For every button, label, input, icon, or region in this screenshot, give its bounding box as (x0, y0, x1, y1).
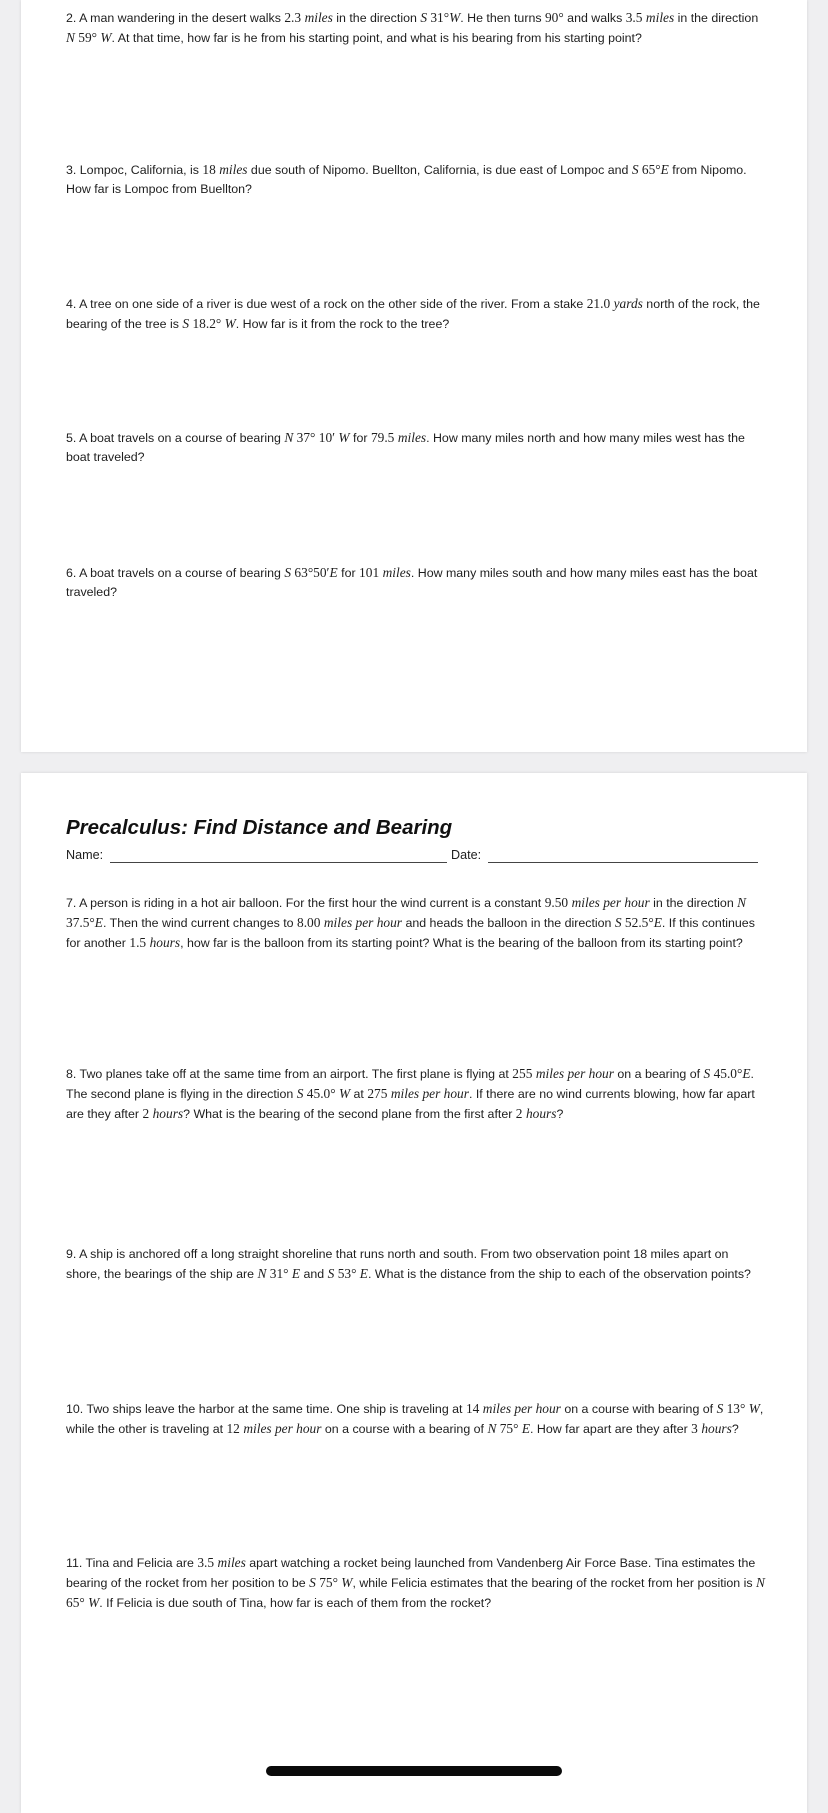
problem-8 (66, 1064, 766, 1124)
math-number: 8.00 (297, 915, 321, 930)
problem-number: 10. (66, 1402, 84, 1416)
problem-text: in the direction (649, 896, 738, 910)
date-label: Date: (451, 848, 482, 862)
math-number: 2.3 (284, 10, 302, 25)
problem-number: 2. (66, 11, 77, 25)
math-number: 53° (334, 1266, 360, 1281)
math-number: 12 (226, 1421, 240, 1436)
math-text: W (224, 316, 236, 331)
problem-text: in the direction (674, 11, 759, 25)
problem-text: north of the rock, the bearing of the tree is (66, 297, 760, 331)
problem-text: A boat travels on a course of bearing (76, 431, 285, 445)
math-text: N (756, 1575, 765, 1590)
math-text: E (329, 565, 338, 580)
problem-text: . If this continues for another (66, 916, 755, 950)
math-text: hours (149, 935, 181, 950)
math-number: 3.5 (625, 10, 643, 25)
math-text: miles (397, 430, 427, 445)
problem-text: apart watching a rocket being launched from Vandenberg Air Force Base. Tina estimates the bearing of the rocket from her position to be (66, 1556, 756, 1590)
name-date-row (66, 848, 758, 868)
math-number: 14 (465, 1401, 480, 1416)
problem-10 (66, 1399, 766, 1439)
problem-text: Lompoc, California, is (76, 163, 203, 177)
problem-text: and heads the balloon in the direction (402, 916, 615, 930)
problem-text: . How far apart are they after (530, 1422, 692, 1436)
problem-text: in the direction (332, 11, 421, 25)
worksheet-title: Precalculus: Find Distance and Bearing (66, 816, 453, 839)
problem-text: , how far is the balloon from its starting point? What is the bearing of the balloon from its starting point? (180, 936, 743, 950)
problem-text: . How far is it from the rock to the tree? (235, 317, 450, 331)
problem-11 (66, 1553, 766, 1613)
math-number: 3.5 (197, 1555, 215, 1570)
math-number: 90° (544, 10, 564, 25)
problem-text: Two ships leave the harbor at the same time. One ship is traveling at (83, 1402, 466, 1416)
math-text: N (487, 1421, 497, 1436)
math-text: miles (304, 10, 333, 25)
problem-text: A person is riding in a hot air balloon. For the first hour the wind current is a constant (76, 896, 545, 910)
math-text: W (338, 430, 350, 445)
problem-text: . At that time, how far is he from his starting point, and what is his bearing from his starting point? (111, 31, 642, 45)
math-number: 52.5° (621, 915, 654, 930)
math-number: 65° (66, 1595, 89, 1610)
math-number: 1.5 (129, 935, 147, 950)
math-number: 18.2° (189, 316, 225, 331)
problem-text: and (300, 1267, 328, 1281)
name-field[interactable] (110, 862, 447, 863)
problem-text: Tina and Felicia are (82, 1556, 198, 1570)
math-text: miles (219, 162, 248, 177)
math-text: N (66, 30, 75, 45)
problem-text: Two planes take off at the same time from an airport. The first plane is flying at (76, 1067, 513, 1081)
problem-text: . How many miles south and how many miles east has the boat traveled? (66, 566, 758, 599)
problem-text: A tree on one side of a river is due west of a rock on the other side of the river. From a stake (76, 297, 587, 311)
math-number: 2 (515, 1106, 523, 1121)
math-text: S (327, 1266, 335, 1281)
math-number: 79.5 (370, 430, 395, 445)
problem-5 (66, 428, 766, 467)
math-number: 37.5° (66, 915, 95, 930)
problem-text: for (349, 431, 371, 445)
problem-text: on a course with a bearing of (321, 1422, 488, 1436)
math-text: miles per hour (571, 895, 650, 910)
math-text: N (284, 430, 294, 445)
problem-text: . How many miles north and how many miles west has the boat traveled? (66, 431, 745, 464)
problem-text: and walks (563, 11, 626, 25)
problem-text: from Nipomo. How far is Lompoc from Buellton? (66, 163, 747, 196)
problem-3 (66, 160, 766, 199)
math-text: miles per hour (323, 915, 402, 930)
problem-text: at (350, 1087, 368, 1101)
problem-6 (66, 563, 766, 602)
math-text: S (614, 915, 622, 930)
math-number: 18 (202, 162, 216, 177)
math-number: 75° (496, 1421, 522, 1436)
math-text: miles per hour (535, 1066, 614, 1081)
problem-text: . He then turns (460, 11, 545, 25)
problem-text: , while the other is traveling at (66, 1402, 764, 1436)
math-number: 101 (359, 565, 380, 580)
worksheet-page-2 (21, 773, 807, 1813)
math-text: N (737, 895, 747, 910)
math-text: W (100, 30, 112, 45)
math-text: miles per hour (243, 1421, 322, 1436)
problem-text: A boat travels on a course of bearing (76, 566, 285, 580)
math-number: 9.50 (544, 895, 569, 910)
math-text: E (653, 915, 662, 930)
math-number: 75° (315, 1575, 342, 1590)
math-text: hours (525, 1106, 557, 1121)
math-text: W (88, 1595, 100, 1610)
problem-text: . What is the distance from the ship to each of the observation points? (367, 1267, 751, 1281)
problem-text: due south of Nipomo. Buellton, California, is due east of Lompoc and (247, 163, 632, 177)
math-text: E (660, 162, 669, 177)
problem-number: 7. (66, 896, 77, 910)
math-text: yards (613, 296, 643, 311)
math-number: 31° (427, 10, 450, 25)
math-text: E (521, 1421, 531, 1436)
math-text: miles per hour (390, 1086, 469, 1101)
math-number: 275 (367, 1086, 388, 1101)
problem-4 (66, 294, 766, 334)
problem-text: for (337, 566, 360, 580)
problem-9 (66, 1245, 766, 1284)
problem-text: A man wandering in the desert walks (76, 11, 285, 25)
math-text: miles per hour (482, 1401, 561, 1416)
math-number: 63°50′ (291, 565, 330, 580)
math-text: miles (217, 1555, 246, 1570)
math-text: N (257, 1266, 267, 1281)
math-text: hours (152, 1106, 184, 1121)
math-number: 21.0 (586, 296, 611, 311)
problem-text: , while Felicia estimates that the bearing of the rocket from her position is (352, 1576, 757, 1590)
math-number: 13° (723, 1401, 749, 1416)
worksheet-page-1 (21, 0, 807, 752)
math-number: 3 (691, 1421, 698, 1436)
problem-number: 8. (66, 1067, 77, 1081)
problem-number: 9. (66, 1247, 77, 1261)
math-text: miles (382, 565, 411, 580)
math-text: S (420, 10, 428, 25)
math-number: 45.0° (303, 1086, 339, 1101)
math-number: 255 (512, 1066, 533, 1081)
math-text: S (284, 565, 292, 580)
math-text: E (359, 1266, 368, 1281)
math-text: hours (701, 1421, 732, 1436)
math-text: S (631, 162, 639, 177)
home-indicator[interactable] (266, 1766, 562, 1776)
problem-7 (66, 893, 766, 953)
math-number: 59° (74, 30, 101, 45)
problem-text: on a course with bearing of (560, 1402, 717, 1416)
problem-number: 11. (66, 1556, 83, 1570)
math-text: S (703, 1066, 711, 1081)
math-text: S (309, 1575, 316, 1590)
math-text: W (449, 10, 461, 25)
math-text: E (742, 1066, 751, 1081)
math-text: E (291, 1266, 301, 1281)
problem-text: . If Felicia is due south of Tina, how far is each of them from the rocket? (99, 1596, 492, 1610)
math-text: miles (645, 10, 675, 25)
problem-text: ? (731, 1422, 739, 1436)
math-text: W (748, 1401, 760, 1416)
problem-text: on a bearing of (613, 1067, 704, 1081)
problem-number: 3. (66, 163, 77, 177)
math-text: S (182, 316, 190, 331)
math-text: S (716, 1401, 724, 1416)
math-text: W (338, 1086, 351, 1101)
math-text: W (341, 1575, 353, 1590)
math-number: 37° 10′ (293, 430, 339, 445)
problem-number: 5. (66, 431, 77, 445)
problem-text: . If there are no wind currents blowing, how far apart are they after (66, 1087, 755, 1121)
math-number: 65° (638, 162, 661, 177)
problem-text: . Then the wind current changes to (102, 916, 297, 930)
date-field[interactable] (488, 862, 758, 863)
problem-number: 6. (66, 566, 77, 580)
math-number: 2 (142, 1106, 150, 1121)
math-text: E (94, 915, 103, 930)
problem-text: ? (556, 1107, 564, 1121)
math-number: 31° (266, 1266, 292, 1281)
name-label: Name: (66, 848, 104, 862)
problem-text: . The second plane is flying in the direction (66, 1067, 754, 1101)
math-text: S (296, 1086, 304, 1101)
problem-2 (66, 8, 766, 48)
problem-text: ? What is the bearing of the second plane from the first after (183, 1107, 516, 1121)
problem-number: 4. (66, 297, 77, 311)
problem-text: A ship is anchored off a long straight shoreline that runs north and south. From two observation point 18 miles apart on shore, the bearings of the ship are (66, 1247, 729, 1281)
math-number: 45.0° (710, 1066, 743, 1081)
